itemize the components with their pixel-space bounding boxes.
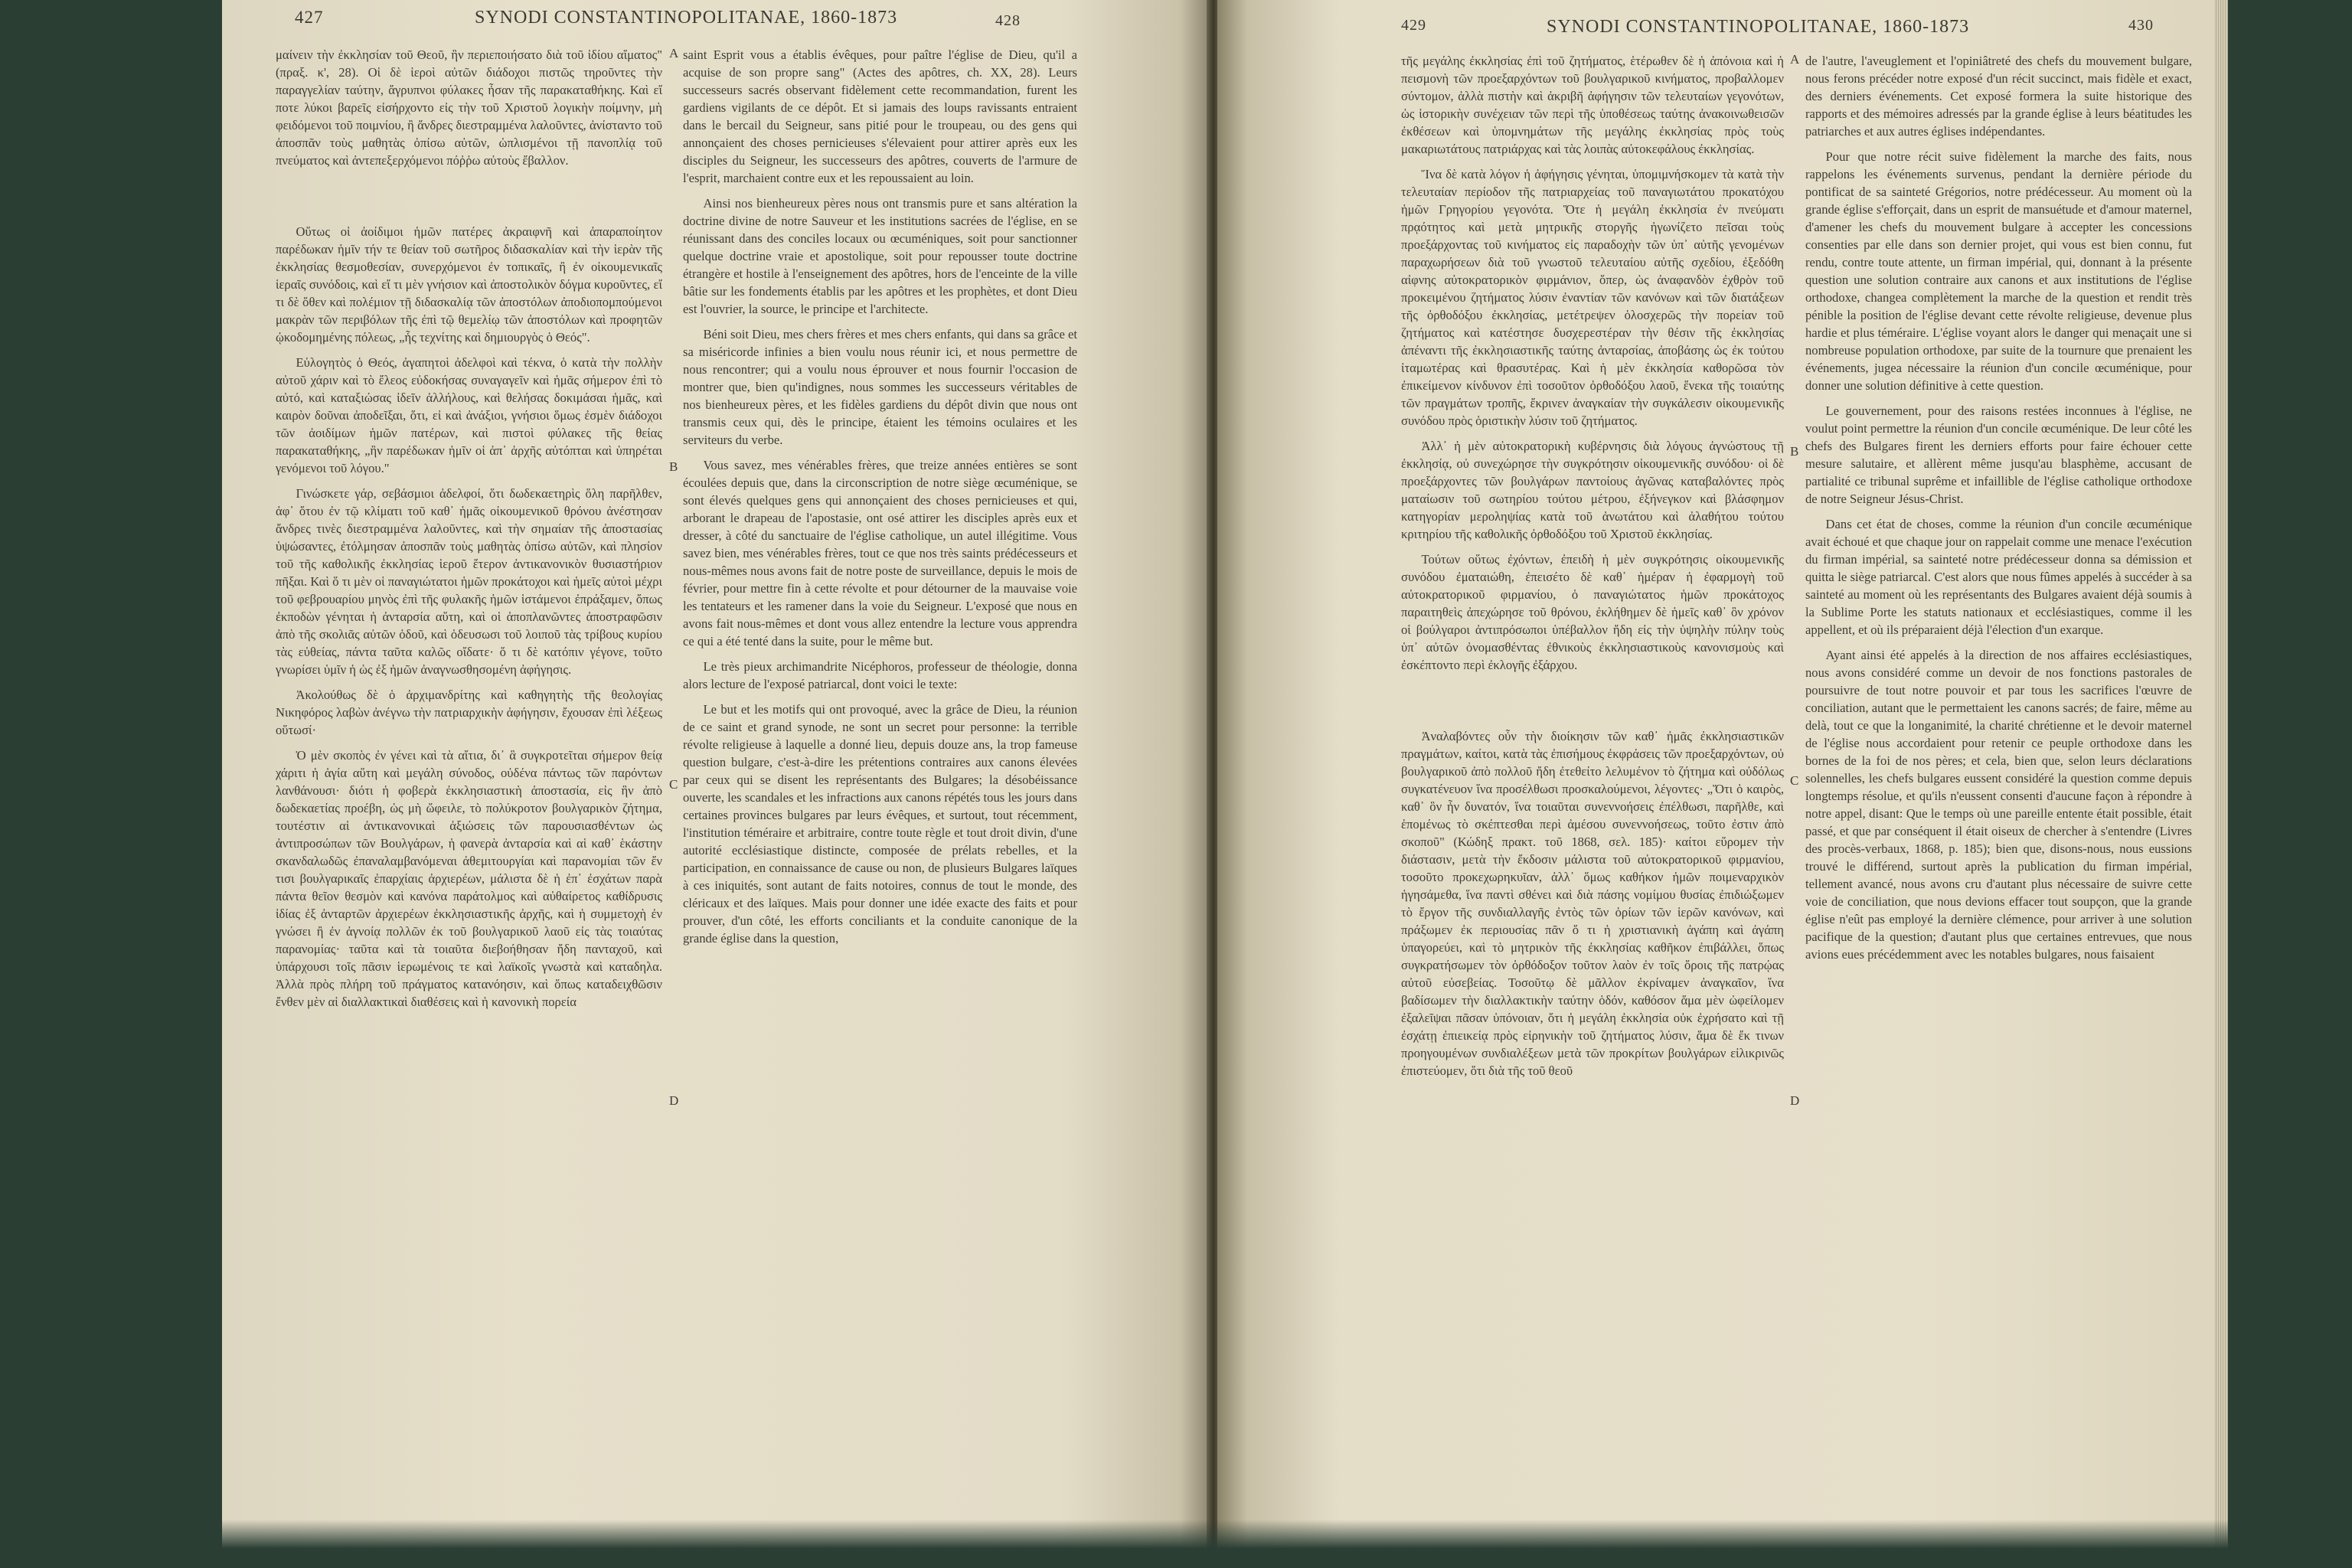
- paragraph: Ἵνα δὲ κατὰ λόγον ἡ ἀφήγησις γένηται, ὑπομιμνήσκομεν τὰ κατὰ τὴν τελευταίαν περίοδον τῆς πατριαρχείας τοῦ παναγιωτάτου προκατόχου ἡμῶν Γρηγορίου γεγονότα. Ὅτε ἡ μεγάλη ἐκκλησία ἐν πνεύματι πρᾳότητος καὶ μετὰ μητρικῆς στοργῆς ἠγωνίζετο πεῖσαι τοὺς προεξάρχοντας τοῦ κινήματος εἰς παραδοχὴν τῶν ὑπ᾽ αὐτῆς γενομένων παραχωρήσεων διὰ τοῦ γνωστοῦ τελευταίου αὐτῆς σχεδίου, ἐξεδόθη αἰφνης αὐτοκρατορικὸν φιρμάνιον, ὅπερ, ὡς ἀναφανδὸν ἐχθρὸν τοῦ προκειμένου ζητήματος λύσιν ἐναντίαν τῶν κανόνων καὶ τῶν διατάξεων τῆς ὀρθοδόξου ἐκκλησίας, μετέτρεψεν ὁλοσχερῶς τὴν πορείαν τοῦ ζητήματος καὶ κατέστησε δυσχερεστέραν τὴν θέσιν τῆς ἐκκλησίας ἀπέναντι τῆς ἐκκλησιαστικῆς ταύτης ἀνταρσίας, ἀποβάσης ὡς ἐκ τούτου ἰταμωτέρας καὶ θρασυτέρας. Καὶ ἡ μὲν ἐκκλησία καθορῶσα τὸν ἐπικείμενον κίνδυνον ἐπὶ τοσοῦτον ὀρθοδόξου λαοῦ, ἕνεκα τῆς τοιαύτης τῶν πραγμάτων τροπῆς, ἔκρινεν ἀναγκαίαν τὴν συγκάλεσιν οἰκουμενικῆς συνόδου πρὸς ὁριστικὴν λύσιν τοῦ ζητήματος.: [1401, 167, 1784, 428]
- paragraph: Ἀλλ᾽ ἡ μὲν αὐτοκρατορικὴ κυβέρνησις διὰ λόγους ἀγνώστους τῇ ἐκκλησίᾳ, οὐ συνεχώρησε τὴν συγκρότησιν οἰκουμενικῆς συνόδου· οἱ δὲ προεξάρχοντες τῶν βουλγάρων παντοίους ἀγῶνας καταβαλόντες πρὸς ματαίωσιν τοῦ σωτηρίου τούτου μέτρου, ἐξήνεγκον καὶ βλάσφημον κατηγορίαν μεροληψίας κατὰ τοῦ ἀνωτάτου καὶ ἀλαθήτου τούτου κριτηρίου τῆς καθολικῆς ὀρθοδόξου τοῦ Χριστοῦ ἐκκλησίας.: [1401, 439, 1784, 541]
- left-french-column: [683, 46, 1077, 947]
- paragraph: Οὕτως οἱ ἀοίδιμοι ἡμῶν πατέρες ἀκραιφνῆ καὶ ἀπαραποίητον παρέδωκαν ἡμῖν τήν τε θείαν τοῦ σωτῆρος διδασκαλίαν καὶ τὴν ἱερὰν τῆς ἐκκλησίας θεσμοθεσίαν, συνερχόμενοι ἐν τοπικαῖς, ἢ ἐν οἰκουμενικαῖς ἱεραῖς συνόδοις, καὶ εἴ τι μὲν γνήσιον καὶ ἀποστολικὸν δόγμα κυροῦντες, εἴ τι δὲ ὅθεν καὶ πολέμιον τῇ διδασκαλίᾳ τῶν ἀποστόλων ἀποδιοπομπούμενοι μακρὰν τῶν περιβόλων τῆς ἐπὶ τῷ θεμελίῳ τῶν ἀποστόλων καὶ προφητῶν ᾠκοδομημένης πόλεως, „ἧς τεχνίτης καὶ δημιουργὸς ὁ Θεός".: [276, 224, 662, 345]
- right-french-column: [1805, 52, 2192, 963]
- paragraph: Béni soit Dieu, mes chers frères et mes chers enfants, qui dans sa grâce et sa miséricorde infinies a bien voulu nous réunir ici, et nous permettre de nous rencontrer; qui a voulu nous éprouver et nous fournir l'occasion de montrer que, bien qu'indignes, nous sommes les successeurs véritables de nos bienheureux pères, et les fidèles gardiens du dépôt divin que nous ont transmis ceux qui, dès le principe, étaient les témoins oculaires et les serviteurs du verbe.: [683, 327, 1077, 447]
- left-page-number-427: 427: [295, 8, 324, 27]
- paragraph: Vous savez, mes vénérables frères, que treize années entières se sont écoulées depuis que, dans la circonscription de notre siège œcuménique, se sont élevés quelques gens qui annonçaient des choses pernicieuses et qui, arborant le drapeau de l'apostasie, ont osé attirer les disciples après eux et dresser, à côté du sanctuaire de l'église catholique, un autel illégitime. Vous savez bien, mes vénérables frères, tout ce que nos très saints prédécesseurs et nous-mêmes nous avons fait de notre poste de surveillance, depuis le mois de février, pour mettre fin à cette révolte et pour détourner de la mauvaise voie les tentateurs et les ramener dans la voie du Seigneur. L'exposé que nous en avons fait nous-mêmes et dont vous allez entendre la lecture vous apprendra ce qui a été tenté dans la suite, pour le même but.: [683, 458, 1077, 648]
- margin-marker-d: D: [1790, 1093, 1800, 1108]
- paragraph: Ἀκολούθως δὲ ὁ ἀρχιμανδρίτης καὶ καθηγητὴς τῆς θεολογίας Νικηφόρος λαβὼν ἀνέγνω τὴν πατριαρχικὴν ἀφήγησιν, ἔχουσαν ἐπὶ λέξεως οὕτωσί·: [276, 688, 662, 737]
- open-book: [222, 0, 2228, 1568]
- paragraph: Le très pieux archimandrite Nicéphoros, professeur de théologie, donna alors lecture de l'exposé patriarcal, dont voici le texte:: [683, 659, 1077, 691]
- margin-marker-d: D: [669, 1093, 679, 1108]
- right-page-number-430: 430: [2128, 17, 2154, 34]
- left-running-title: SYNODI CONSTANTINOPOLITANAE, 1860-1873: [475, 8, 898, 28]
- paragraph: Εὐλογητὸς ὁ Θεός, ἀγαπητοὶ ἀδελφοὶ καὶ τέκνα, ὁ κατὰ τὴν πολλὴν αὐτοῦ χάριν καὶ τὸ ἔλεος εὐδοκήσας συναγαγεῖν καὶ ἡμᾶς σήμερον ἐπὶ τὸ αὐτό, καὶ καταξιώσας ἰδεῖν ἀλλήλους, καὶ θελήσας δοκιμάσαι ἡμᾶς, καὶ καιρὸν δοῦναι ἀποδεῖξαι, ὅτι, εἰ καὶ ἀνάξιοι, γνήσιοι ὅμως ἐσμὲν διάδοχοι τῶν ἀοιδίμων ἡμῶν πατέρων, καὶ πιστοὶ φύλακες τῆς θείας παρακαταθήκης, „ἣν παρέδωκαν ἡμῖν οἱ ἀπ᾽ ἀρχῆς αὐτόπται καὶ ὑπηρέται γενόμενοι τοῦ λόγου.": [276, 355, 662, 475]
- margin-marker-c: C: [1790, 773, 1799, 788]
- page-edge-stack: [2214, 0, 2228, 1568]
- paragraph: Γινώσκετε γάρ, σεβάσμιοι ἀδελφοί, ὅτι δωδεκαετηρὶς ὅλη παρῆλθεν, ἀφ᾽ ὅτου ἐν τῷ κλίματι τοῦ καθ᾽ ἡμᾶς οἰκουμενικοῦ θρόνου ἀνέστησαν ἄνδρες τινὲς διεστραμμένα λαλοῦντες, καὶ τὴν σημαίαν τῆς ἀποστασίας ὑψώσαντες, ἐτόλμησαν ἀποσπᾶν τοὺς μαθητὰς ὀπίσω αὐτῶν, καὶ πλησίον τοῦ τῆς καθολικῆς ἐκκλησίας ἱεροῦ ἕτερον ἀντικανονικὸν θυσιαστήριον πῆξαι. Καὶ ὅ τι μὲν οἱ παναγιώτατοι ἡμῶν προκάτοχοι καὶ ἡμεῖς αὐτοὶ μέχρι τοῦ φεβρουαρίου μηνὸς ἐπὶ τῆς φυλακῆς ἡμῶν ἱστάμενοι ἐπράξαμεν, ὅπως ἐκποδὼν γένηται ἡ ἀνταρσία αὕτη, καὶ οἱ ἀποπλανῶντες ἀποστραφῶσιν ἀπὸ τῆς σκολιᾶς αὐτῶν ὁδοῦ, καὶ ὁδευσωσι τοῦ λοιποῦ τὰς τρίβους κυρίου τὰς εὐθείας, πάντα ταῦτα καλῶς οἴδατε· ὅ τι δὲ κατόπιν γέγονε, τοῦτο γνωρίσει ὑμῖν ἡ ὡς ἐξ ἡμῶν ἀναγνωσθησομένη ἀφήγησις.: [276, 486, 662, 677]
- paragraph: Le but et les motifs qui ont provoqué, avec la grâce de Dieu, la réunion de ce saint et grand synode, ne sont un secret pour personne: la terrible révolte religieuse à laquelle a donné lieu, depuis douze ans, la trop fameuse question bulgare, c'est-à-dire les prétentions contraires aux canons élevées par ceux qui se disent les représentants des Bulgares; la désobéissance ouverte, les scandales et les infractions aux canons répétés tous les jours dans certaines provinces bulgares par leurs évêques, et surtout, tout récemment, l'institution téméraire et arbitraire, contre toute règle et tout droit divin, d'une autorité ecclésiastique distincte, composée de prélats rebelles, et la participation, en connaissance de cause ou non, de plusieurs Bulgares laïques à ces iniquités, sont autant de faits notoires, connus de tout le monde, des cléricaux et des laïques. Mais pour donner une idée exacte des faits et pour prouver, d'un côté, les efforts conciliants et la conduite canonique de la grande église dans la question,: [683, 702, 1077, 946]
- margin-marker-b: B: [1790, 444, 1799, 459]
- background-shadow: [0, 1520, 2352, 1568]
- margin-marker-a: A: [1790, 52, 1800, 67]
- paragraph: Dans cet état de choses, comme la réunion d'un concile œcuménique avait échoué et que chaque jour on rappelait comme une menace l'exécution du firman impérial, sa sainteté notre prédécesseur donna sa démission et quitta le siège patriarcal. C'est alors que nous fûmes appelés à succéder à sa sainteté au moment où les représentants des Bulgares avaient déjà soumis à la Sublime Porte les statuts nationaux et ecclésiastiques, comme il les appellent, et où ils préparaient déjà l'élection d'un exarque.: [1805, 517, 2192, 637]
- paragraph: μαίνειν τὴν ἐκκλησίαν τοῦ Θεοῦ, ἣν περιεποιήσατο διὰ τοῦ ἰδίου αἵματος" (πραξ. κ', 28). Οἱ δὲ ἱεροὶ αὐτῶν διάδοχοι πιστῶς τηροῦντες τὴν παραγγελίαν ταύτην, ἄγρυπνοι φύλακες ἦσαν τῆς παρακαταθήκης. Καὶ εἴ ποτε λύκοι βαρεῖς εἰσήρχοντο εἰς τὴν τοῦ Χριστοῦ λογικὴν ποίμνην, μὴ φειδόμενοι τοῦ ποιμνίου, ἢ ἄνδρες διεστραμμένα λαλοῦντες, ἀνίσταντο τοῦ ἀποσπᾶν τοὺς μαθητὰς ὀπίσω αὐτῶν, ὡπλισμένοι τῇ πανοπλίᾳ τοῦ πνεύματος καὶ ἀντεπεξερχόμενοι πόῤῥω αὐτοὺς ἔβαλλον.: [276, 47, 662, 168]
- paragraph: saint Esprit vous a établis évêques, pour paître l'église de Dieu, qu'il a acquise de son propre sang" (Actes des apôtres, ch. XX, 28). Leurs successeurs sacrés observant fidèlement cette recommandation, furent les gardiens vigilants de ce dépôt. Et si jamais des loups ravissants entraient dans le bercail du Seigneur, sans pitié pour le troupeau, ou des gens qui annonçaient des choses pernicieuses s'élevaient pour attirer après eux les disciples du Seigneur, les successeurs des apôtres, couverts de l'armure de l'esprit, marchaient contre eux et les repoussaient au loin.: [683, 47, 1077, 185]
- paragraph: Τούτων οὕτως ἐχόντων, ἐπειδὴ ἡ μὲν συγκρότησις οἰκουμενικῆς συνόδου ἐματαιώθη, ἐπεισέτο δὲ καθ᾽ ἡμέραν ἡ ἐφαρμογὴ τοῦ αὐτοκρατορικοῦ φιρμανίου, ὁ παναγιώτατος ἡμῶν προκάτοχος παραιτηθεὶς ἀπεχώρησε τοῦ θρόνου, ἐκλήθημεν δὲ ἡμεῖς καθ᾽ ὃν χρόνον οἱ βούλγαροι ἀντιπρόσωποι ὑπέβαλλον ἤδη εἰς τὴν ὑψηλὴν πύλην τοὺς ὑπ᾽ αὐτῶν ὀνομασθέντας ἐθνικοὺς ἐκκλησιαστικοὺς κανονισμοὺς καὶ ἐσκέπτοντο περὶ ἐκλογῆς ἐξάρχου.: [1401, 552, 1784, 672]
- paragraph: Ayant ainsi été appelés à la direction de nos affaires ecclésiastiques, nous avons considéré comme un devoir de nos fonctions pastorales de poursuivre de tout notre pouvoir et par tous les sacrifices l'œuvre de conciliation, autant que le permettaient les canons sacrés; de faire, même au delà, tout ce que la longanimité, la charité chrétienne et le devoir maternel de l'église nous accordaient pour retenir ce peuple orthodoxe dans les bornes de la foi de nos pères; et cela, bien que, selon leurs déclarations solennelles, les chefs bulgares eussent considéré la question comme depuis longtemps résolue, et qu'ils n'eussent consenti d'aucune façon à répondre à notre appel, disant: Que le temps où une pareille entente était possible, était passé, et que par conséquent il était oiseux de chercher à s'entendre (Livres des procès-verbaux, 1868, p. 185); bien que, disons-nous, nous eussions trouvé le différend, surtout après la publication du firman impérial, tellement avancé, nous avons cru d'autant plus nécessaire de suivre cette voie de conciliation, que nous devions effacer tout soupçon, que la grande église n'eût pas employé la dernière clémence, pour arriver à une solution pacifique de la question; d'autant plus que certaines entrevues, que nous avions eues précédemment avec les notables bulgares, nous faisaient: [1805, 648, 2192, 962]
- right-greek-column: [1401, 52, 1784, 1080]
- paragraph: Ainsi nos bienheureux pères nous ont transmis pure et sans altération la doctrine divine de notre Sauveur et les institutions sacrées de l'église, en se réunissant dans des conciles locaux ou œcuméniques, soit pour sanctionner quelque doctrine vraie et apostolique, soit pour repousser toute doctrine étrangère et hostile à l'enseignement des apôtres, hors de l'enceinte de la ville bâtie sur les fondements établis par les apôtres et les prophètes, et dont Dieu est l'ouvrier, la source, le principe et l'architecte.: [683, 196, 1077, 316]
- right-page: [1217, 0, 2228, 1568]
- left-page: [222, 0, 1210, 1568]
- paragraph: de l'autre, l'aveuglement et l'opiniâtreté des chefs du mouvement bulgare, nous ferons précéder notre exposé d'un récit succinct, mais fidèle et exact, des derniers événements. Cet exposé formera la suite historique des rapports et des mémoires adressés par la grande église à leurs béatitudes les patriarches et aux autres églises indépendantes.: [1805, 54, 2192, 139]
- paragraph: Le gouvernement, pour des raisons restées inconnues à l'église, ne voulut point permettre la réunion d'un concile œcuménique. De leur côté les chefs des Bulgares firent les derniers efforts pour faire échouer cette mesure salutaire, et allèrent même jusqu'au blasphème, accusant de partialité ce tribunal suprême et infaillible de l'église catholique orthodoxe de notre Seigneur Jésus-Christ.: [1805, 403, 2192, 506]
- left-page-number-428: 428: [995, 12, 1021, 29]
- paragraph: Ἀναλαβόντες οὖν τὴν διοίκησιν τῶν καθ᾽ ἡμᾶς ἐκκλησιαστικῶν πραγμάτων, καίτοι, κατὰ τὰς ἐπισήμους ἐκφράσεις τῶν προεξαρχόντων, οὐ βουλγαρικοῦ ἀπὸ πολλοῦ ἤδη ἐτεθείτο λελυμένον τὸ ζήτημα καὶ οὐδόλως συγκατένευον ἵνα προσέλθωσι προσκαλούμενοι, λέγοντες· „Ὅτι ὁ καιρὸς, καθ᾽ ὃν ἦν δυνατόν, ἵνα τοιαῦται συνεννοήσεις ἐπέλθωσι, παρῆλθε, καὶ ἑπομένως τὸ σκέπτεσθαι περὶ ἀμέσου συνεννοήσεως, τοῦτο ἐστιν ἀπὸ σκοποῦ" (Κώδηξ πρακτ. τοῦ 1868, σελ. 185)· καίτοι εὕρομεν τὴν διάστασιν, μετὰ τὴν ἔκδοσιν μάλιστα τοῦ αὐτοκρατορικοῦ φιρμανίου, τοσοῦτο προκεχωρηκυῖαν, ἀλλ᾽ ὅμως καθήκον ἡμῶν ποιμεναρχικὸν ἡγησάμεθα, ἵνα παντὶ σθένει καὶ διὰ πάσης νομίμου θυσίας ἐπιδιώξωμεν τὸ ἔργον τῆς συνδιαλλαγῆς ἐντὸς τῶν ὁρίων τῶν ἱερῶν κανόνων, καὶ πράξωμεν ἐκ περιουσίας πᾶν ὅ τι ἡ χριστιανικὴ ἀγάπη καὶ ἀγάπη ὑπαγορεύει, καὶ τὸ μητρικὸν τῆς ἐκκλησίας καθῆκον ἐπιβάλλει, ὅπως συγκρατήσωμεν τὸν ὀρθόδοξον τοῦτον λαὸν ἐν τοῖς ὅροις τῆς πατρῴας αὐτοῦ εὐσεβείας. Τοσοῦτῳ δὲ μᾶλλον ἐκρίναμεν ἀναγκαῖον, ἵνα βαδίσωμεν τὴν διαλλακτικὴν ταύτην ὁδόν, καθόσον ἅμα μὲν ὠφείλομεν ἐξαλεῖψαι πᾶσαν ὑπόνοιαν, ὅτι ἡ μεγάλη ἐκκλησία οὐκ ἐχρήσατο καὶ τῇ ἐσχάτῃ ἐπιεικείᾳ πρὸς εἰρηνικὴν τοῦ ζητήματος λύσιν, ἅμα δὲ ἔκ τινων προηγουμένων συνδιαλέξεων μετὰ τῶν προκρίτων βουλγάρων εἰλικρινῶς ἐπιστεύομεν, ὅτι διὰ τῆς τοῦ θεοῦ: [1401, 729, 1784, 1078]
- margin-marker-c: C: [669, 777, 678, 792]
- margin-marker-a: A: [669, 46, 679, 60]
- paragraph: τῆς μεγάλης ἐκκλησίας ἐπὶ τοῦ ζητήματος, ἑτέρωθεν δὲ ἡ ἀπόνοια καὶ ἡ πεισμονὴ τῶν προεξαρχόντων τοῦ βουλγαρικοῦ κινήματος, προβαλλομεν σύντομον, ἀλλὰ πιστὴν καὶ ἀκριβῆ ἀφήγησιν τῶν τελευταίων γεγονότων, ὡς ἱστορικὴν συνέχειαν τῶν περὶ τῆς ὑποθέσεως ταύτης ἀνακοινωθεισῶν ἐκθέσεων καὶ ὑπομνημάτων τῆς μεγάλης ἐκκλησίας πρὸς τοὺς μακαριωτάτους πατριάρχας καὶ τὰς λοιπὰς αὐτοκεφάλους ἐκκλησίας.: [1401, 54, 1784, 156]
- margin-marker-b: B: [669, 459, 678, 474]
- paragraph: Ὁ μὲν σκοπὸς ἐν γένει καὶ τὰ αἴτια, δι᾽ ἃ συγκροτεῖται σήμερον θείᾳ χάριτι ἡ ἁγία αὕτη καὶ μεγάλη σύνοδος, οὐδένα πάντως τῶν παρόντων λανθάνουσι· διότι ἡ φοβερὰ ἐκκλησιαστικὴ ἀποστασία, εἰς ἣν ἀπὸ δωδεκαετίας προέβη, ὡς μὴ ὤφειλε, τὸ πολύκροτον βουλγαρικὸν ζήτημα, τουτέστιν αἱ ἀντικανονικαὶ ἀξιώσεις τῶν παρουσιασθέντων ὡς ἀντιπροσώπων τῶν Βουλγάρων, ἡ φανερὰ ἀνταρσία καὶ αἱ καθ᾽ ἑκάστην σκανδαλωδῶς ἐπαναλαμβανόμεναι ἀθεμιτουργίαι καὶ παρανομίαι τῶν ἔν τισι βουλγαρικαῖς ἐπαρχίαις ἀρχιερέων, μάλιστα δὲ ἡ ἐπ᾽ ἐσχάτων παρὰ πάντα θεῖον θεσμὸν καὶ κανόνα παράτολμος καὶ αὐθαίρετος καθίδρυσις ἰδίας ἐξ ἀνταρτῶν ἀρχιερέων ἐκκλησιαστικῆς ἀρχῆς, καὶ ἡ συμμετοχὴ ἐν γνώσει ἢ ἐν ἀγνοίᾳ πολλῶν ἐκ τοῦ βουλγαρικοῦ λαοῦ εἰς τὰς τοιαύτας παρανομίας· ταῦτα καὶ τὰ τοιαῦτα διεβοήθησαν ἤδη πανταχοῦ, καὶ ὑπάρχουσι τοῖς πᾶσιν ἱερωμένοις τε καὶ λαϊκοῖς γνωστὰ καὶ καταδηλα. Ἀλλὰ πρὸς πλήρη τοῦ πράγματος κατανόησιν, καὶ ὅπως καταδειχθῶσιν ἔνθεν μὲν αἱ διαλλακτικαὶ διαθέσεις καὶ ἡ κανονικὴ πορεία: [276, 748, 662, 1009]
- right-page-number-429: 429: [1401, 17, 1426, 34]
- left-greek-column: [276, 46, 662, 1011]
- paragraph: Pour que notre récit suive fidèlement la marche des faits, nous rappelons les événements survenus, pendant la dernière période du pontificat de sa sainteté Grégorios, notre prédécesseur. Au moment où la grande église s'efforçait, dans un esprit de mansuétude et d'amour maternel, d'amener les chefs du mouvement bulgare à accepter les concessions consenties par elle dans son dernier projet, qui vous est bien connu, fut rendu, contre toute attente, un firman impérial, qui, donnant à la présente question une solution contraire aux canons et aux institutions de l'église orthodoxe, changea complètement la marche de la question et rendit très pénible la position de l'église devant cette révolte religieuse, devenue plus hardie et plus téméraire. L'église voyant alors le danger qui menaçait une si nombreuse population orthodoxe, par suite de la tournure que prenaient les événements, jugea nécessaire la réunion d'un concile œcuménique, pour donner une solution définitive à cette question.: [1805, 149, 2192, 393]
- right-running-title: SYNODI CONSTANTINOPOLITANAE, 1860-1873: [1547, 17, 1970, 37]
